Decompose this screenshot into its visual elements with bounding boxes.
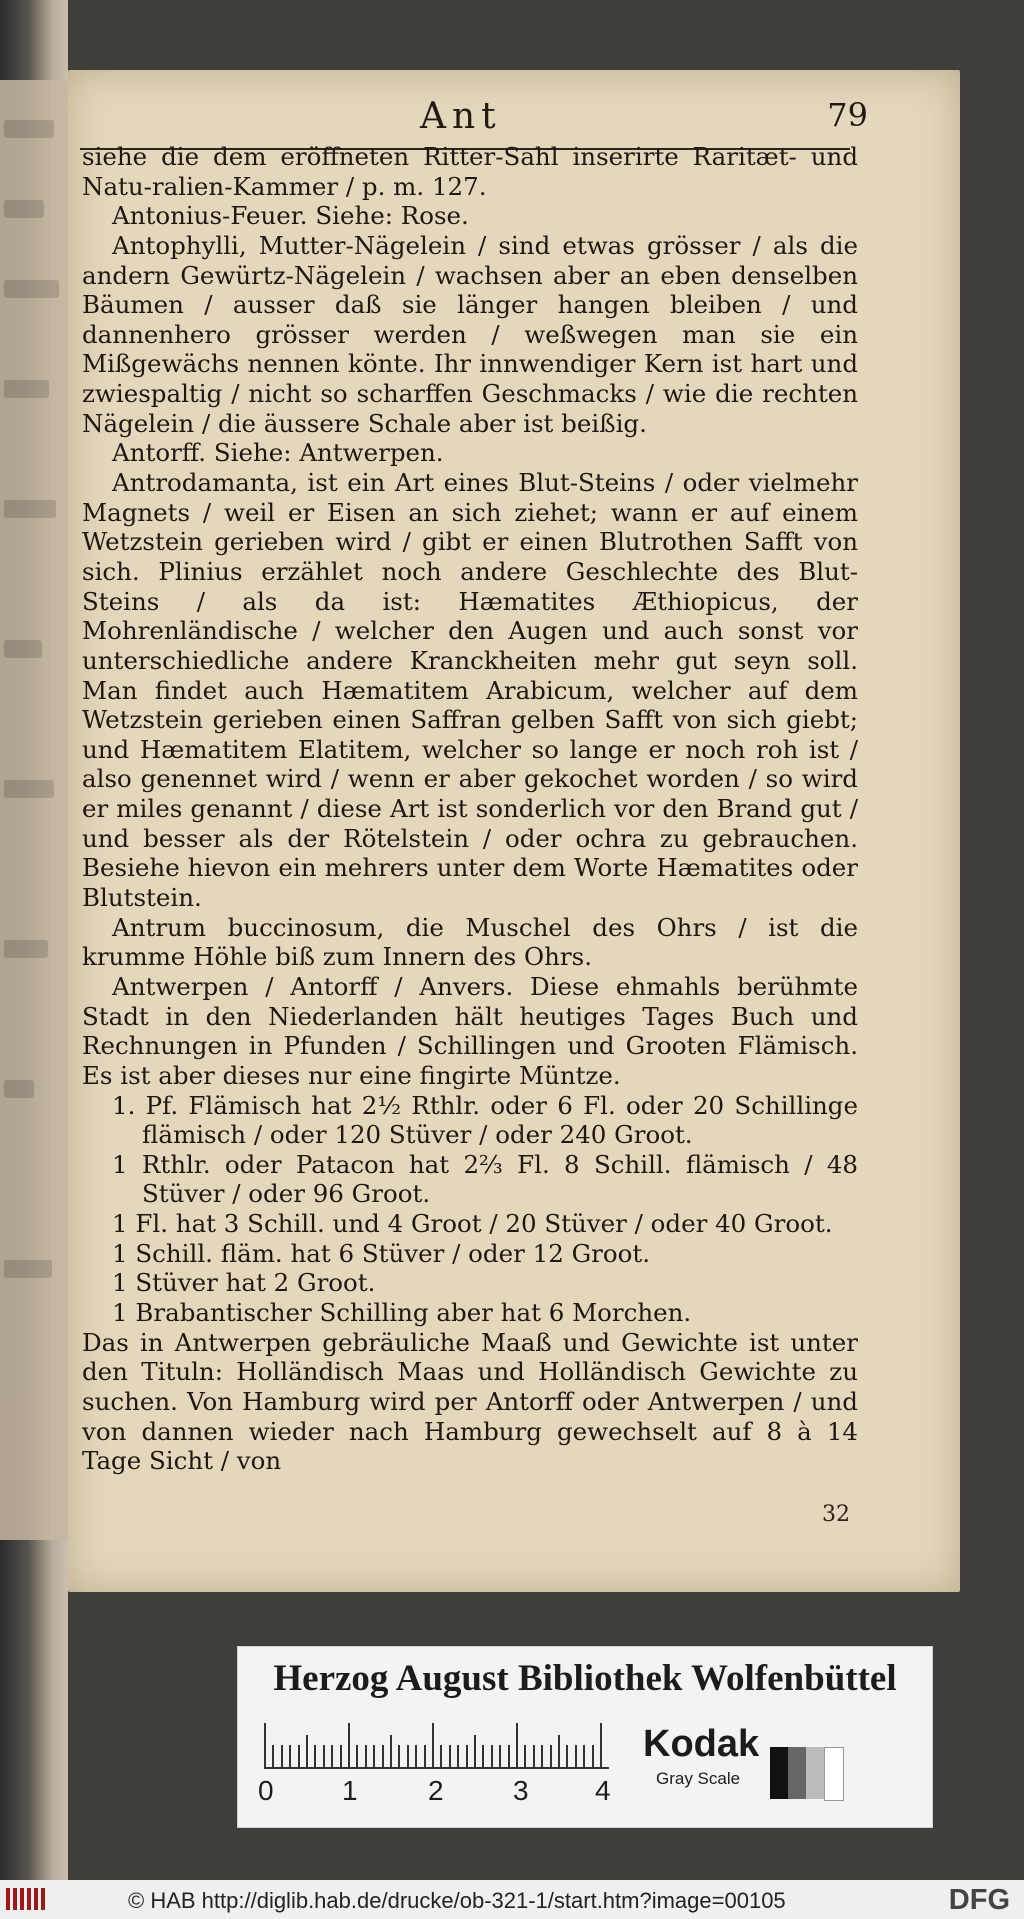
paragraph: Antonius-Feuer. Siehe: Rose. — [112, 201, 469, 231]
ruler-tick — [440, 1745, 442, 1767]
institution-name: Herzog August Bibliothek Wolfenbüttel — [273, 1658, 897, 1699]
ruler-tick — [541, 1745, 543, 1767]
closing-paragraph: Das in Antwerpen gebräuliche Maaß und Gewichte ist unter den Tituln: Holländisch Maas und Holländisch Gewichte zu suchen. Von Hamburg wird per Antorff oder Antwerpen / und von dannen wieder nach Hamburg gewechselt auf 8 à 14 Tage Sicht / von — [82, 1327, 858, 1476]
ruler-tick — [356, 1745, 358, 1767]
ruler-tick — [600, 1723, 602, 1767]
dfg-logo: DFG — [948, 1884, 1010, 1916]
ruler-tick — [457, 1745, 459, 1767]
kodak-logo: Kodak — [643, 1723, 760, 1765]
footer-bar — [0, 1880, 1024, 1919]
ruler-tick — [264, 1723, 266, 1767]
ruler-tick — [524, 1745, 526, 1767]
page-header — [68, 86, 960, 146]
ruler-scale — [264, 1723, 609, 1769]
ruler-tick — [550, 1745, 552, 1767]
scale-label: 0 — [258, 1775, 274, 1806]
ruler-tick — [432, 1723, 434, 1767]
list-item: 1 Fl. hat 3 Schill. und 4 Groot / 20 Stüver / oder 40 Groot. — [112, 1209, 833, 1239]
ruler-tick — [474, 1735, 476, 1767]
paragraph: Antophylli, Mutter-Nägelein / sind etwas grösser / als die andern Gewürtz-Nägelein / wachsen aber an eben denselben Bäumen / ausser daß sie länger hangen bleiben / und dannenhero grösser werden / weßwegen man sie ein Mißgewächs nennen könte. Ihr innwendiger Kern ist hart und zwiespaltig / nicht so scharffen Geschmacks / wie die rechten Nägelein / die äussere Schale aber ist beißig. — [82, 230, 858, 438]
previous-page-edge — [0, 80, 68, 1540]
page-number: 79 — [827, 96, 868, 134]
list-item: 1. Pf. Flämisch hat 2½ Rthlr. oder 6 Fl. oder 20 Schillinge flämisch / oder 120 Stüver / oder 240 Groot. — [112, 1090, 858, 1150]
ruler-tick — [466, 1745, 468, 1767]
ruler-tick — [314, 1745, 316, 1767]
page-body — [82, 142, 858, 1476]
scale-label: 4 — [595, 1775, 611, 1806]
hab-logo-icon — [6, 1886, 48, 1912]
list-item: 1 Schill. fläm. hat 6 Stüver / oder 12 Groot. — [112, 1238, 650, 1268]
gray-patch-light — [806, 1747, 824, 1799]
ruler-tick — [306, 1735, 308, 1767]
citation-link[interactable]: © HAB http://diglib.hab.de/drucke/ob-321-1/start.htm?image=00105 — [128, 1888, 786, 1913]
paragraph: Antorff. Siehe: Antwerpen. — [112, 438, 444, 468]
gray-patch-black — [770, 1747, 788, 1799]
paragraph: siehe die dem eröffneten Ritter-Sahl inserirte Raritæt- und Natu-ralien-Kammer / p. m. 127. — [82, 142, 858, 201]
ruler-tick — [449, 1745, 451, 1767]
ruler-tick — [272, 1745, 274, 1767]
ruler-tick — [508, 1745, 510, 1767]
ruler-tick — [491, 1745, 493, 1767]
ruler-tick — [558, 1735, 560, 1767]
list-item: 1 Rthlr. oder Patacon hat 2⅔ Fl. 8 Schill. flämisch / 48 Stüver / oder 96 Groot. — [112, 1149, 858, 1209]
ruler-tick — [415, 1745, 417, 1767]
ruler-tick — [331, 1745, 333, 1767]
ruler-tick — [340, 1745, 342, 1767]
ruler-tick — [407, 1745, 409, 1767]
ruler-tick — [382, 1745, 384, 1767]
ruler-tick — [583, 1745, 585, 1767]
paragraph: Antrum buccinosum, die Muschel des Ohrs / ist die krumme Höhle biß zum Innern des Ohrs. — [82, 912, 858, 972]
scale-label: 1 — [342, 1775, 358, 1806]
list-item: 1 Stüver hat 2 Groot. — [112, 1268, 376, 1298]
ruler-tick — [365, 1745, 367, 1767]
gray-patch-mid — [788, 1747, 806, 1799]
ruler-tick — [575, 1745, 577, 1767]
ruler-tick — [482, 1745, 484, 1767]
ruler-tick — [323, 1745, 325, 1767]
paragraph: Antrodamanta, ist ein Art eines Blut-Steins / oder vielmehr Magnets / weil er Eisen an sich ziehet; wann er auf einem Wetzstein gerieben wird / gibt er einen Blutrothen Safft von sich. Plinius erzählet noch andere Geschlechte des Blut-Steins / als da ist: Hæmatites Æthiopicus, der Mohrenländische / welcher den Augen und auch sonst vor unterschiedliche andere Kranckheiten mehr gut seyn soll. Man findet auch Hæmatitem Arabicum, welcher auf dem Wetzstein gerieben einen Saffran gelben Safft von sich giebt; und Hæmatitem Elatitem, welcher so lange er noch roh ist / also genennet wird / wenn er aber gekochet worden / so wird er miles genannt / diese Art ist sonderlich vor den Brand gut / und besser als der Rötelstein / oder ochra zu gebrauchen. Besiehe hievon ein mehrers unter dem Worte Hæmatites oder Blutstein. — [82, 468, 858, 913]
ruler-tick — [390, 1735, 392, 1767]
ruler-tick — [516, 1723, 518, 1767]
book-page — [68, 70, 960, 1592]
ruler-tick — [533, 1745, 535, 1767]
ruler-tick — [348, 1723, 350, 1767]
ruler-tick — [592, 1745, 594, 1767]
ruler-tick — [398, 1745, 400, 1767]
ruler-tick — [289, 1745, 291, 1767]
ruler-tick — [424, 1745, 426, 1767]
color-target-card — [237, 1646, 933, 1828]
signature-mark: 32 — [822, 1502, 850, 1527]
running-head: Ant — [420, 96, 502, 137]
ruler-tick — [373, 1745, 375, 1767]
list-item: 1 Brabantischer Schilling aber hat 6 Morchen. — [112, 1297, 692, 1327]
paragraph: Antwerpen / Antorff / Anvers. Diese ehmahls berühmte Stadt in den Niederlanden hält heutiges Tages Buch und Rechnungen in Pfunden / Schillingen und Grooten Flämisch. Es ist aber dieses nur eine fingirte Müntze. — [82, 971, 858, 1090]
ruler-tick — [281, 1745, 283, 1767]
ruler-tick — [298, 1745, 300, 1767]
scale-label: 3 — [513, 1775, 529, 1806]
gray-patch-white — [824, 1747, 844, 1801]
gray-scale-label: Gray Scale — [656, 1769, 741, 1788]
scale-label: 2 — [428, 1775, 444, 1806]
ruler-tick — [566, 1745, 568, 1767]
ruler-tick — [499, 1745, 501, 1767]
